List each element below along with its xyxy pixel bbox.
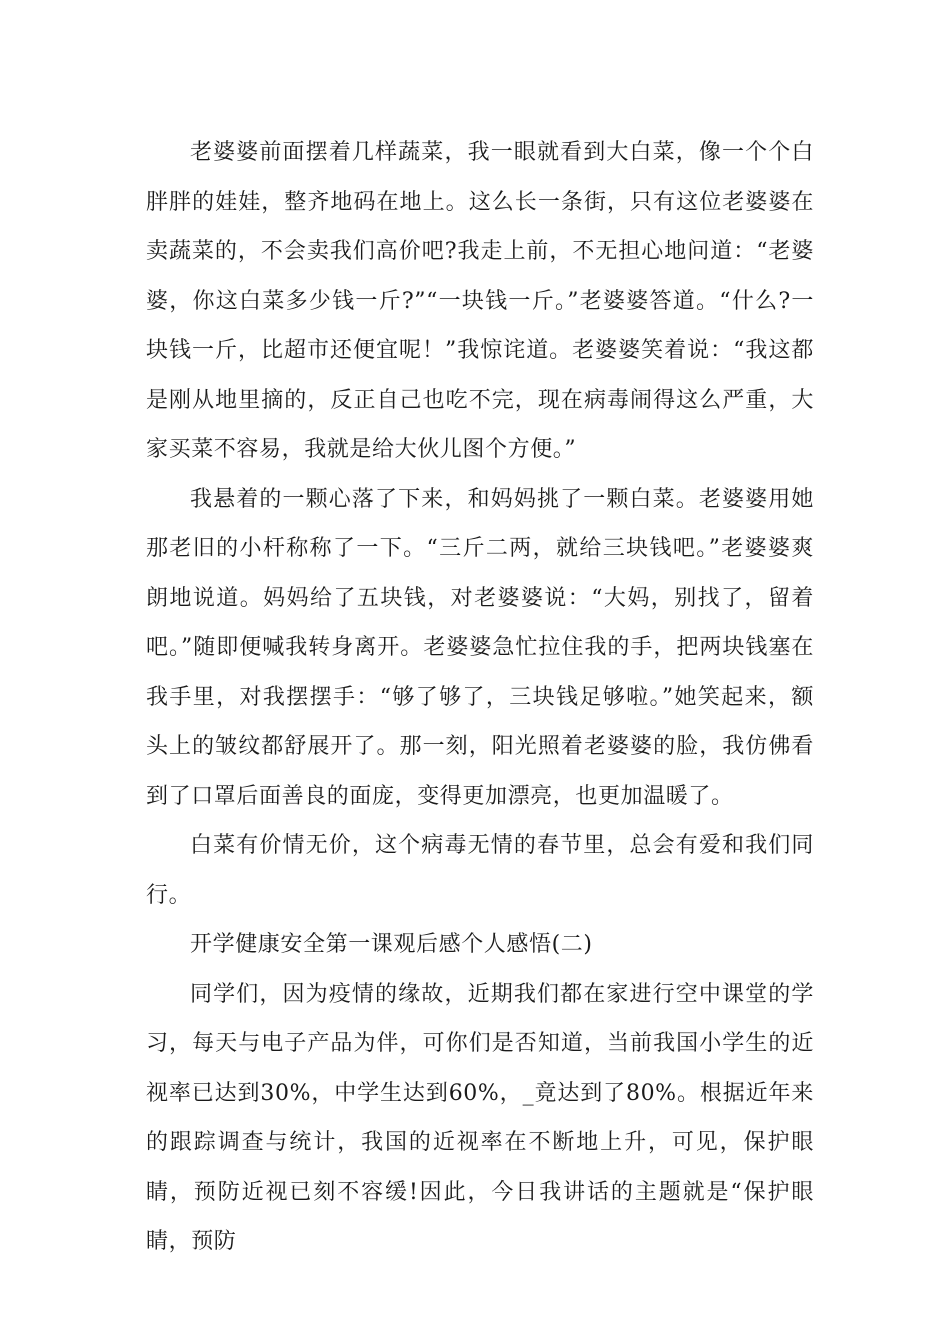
- paragraph-4: 同学们，因为疫情的缘故，近期我们都在家进行空中课堂的学习，每天与电子产品为伴，可你们是否知道，当前我国小学生的近视率已达到30%，中学生达到60%，_竟达到了80%。根据近年来的跟踪调查与统计，我国的近视率在不断地上升，可见，保护眼睛，预防近视已刻不容缓!因此，今日我讲话的主题就是“保护眼睛，预防: [146, 981, 814, 1254]
- paragraph-1: 老婆婆前面摆着几样蔬菜，我一眼就看到大白菜，像一个个白胖胖的娃娃，整齐地码在地上。这么长一条街，只有这位老婆婆在卖蔬菜的，不会卖我们高价吧?我走上前，不无担心地问道：“老婆婆，你这白菜多少钱一斤?”“一块钱一斤。”老婆婆答道。“什么?一块钱一斤，比超市还便宜呢！”我惊诧道。老婆婆笑着说：“我这都是刚从地里摘的，反正自己也吃不完，现在病毒闹得这么严重，大家买菜不容易，我就是给大伙儿图个方便。”: [146, 140, 814, 462]
- paragraph-3: 白菜有价情无价，这个病毒无情的春节里，总会有爱和我们同行。: [146, 833, 814, 908]
- paragraph-2: 我悬着的一颗心落了下来，和妈妈挑了一颗白菜。老婆婆用她那老旧的小杆称称了一下。“三斤二两，就给三块钱吧。”老婆婆爽朗地说道。妈妈给了五块钱，对老婆婆说：“大妈，别找了，留着吧。”随即便喊我转身离开。老婆婆急忙拉住我的手，把两块钱塞在我手里，对我摆摆手：“够了够了，三块钱足够啦。”她笑起来，额头上的皱纹都舒展开了。那一刻，阳光照着老婆婆的脸，我仿佛看到了口罩后面善良的面庞，变得更加漂亮，也更加温暖了。: [146, 486, 814, 809]
- document-page: [146, 128, 814, 1267]
- section-heading: 开学健康安全第一课观后感个人感悟(二): [190, 932, 593, 957]
